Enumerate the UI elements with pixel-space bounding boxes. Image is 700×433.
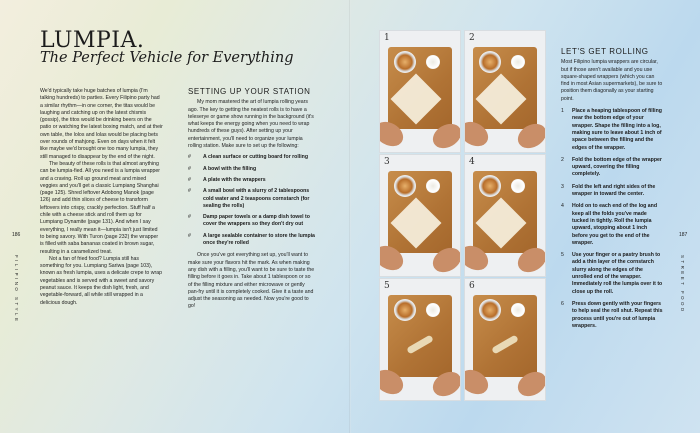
left-page-number: 186 [12,232,21,238]
rolling-column [561,48,664,335]
station-item-4: # A small bowl with a slurry of 2 tablespoons cold water and 2 teaspoons cornstarch (for sealing the rolls) [188,188,310,209]
rolling-step-3: 3 Fold the left and right sides of the wrapper in toward the center. [561,183,656,198]
step-photo-1 [379,30,461,153]
step-photo-5 [379,278,461,401]
filling-bowl-image [479,51,501,73]
station-item-6: # A large sealable container to store the lumpia once they're rolled [188,232,315,247]
photo-number: 6 [469,281,475,291]
photo-number: 3 [384,157,390,167]
slurry-cup-image [426,303,440,317]
station-item-3: # A plate with the wrappers [188,176,266,183]
left-running-head: FILIPINO STYLE [14,255,19,324]
photo-number: 4 [469,157,475,167]
right-page-number: 187 [679,232,688,238]
rolling-step-2: 2 Fold the bottom edge of the wrapper upward, covering the filling completely. [561,156,662,178]
slurry-cup-image [511,55,525,69]
slurry-cup-image [426,55,440,69]
station-item-2: # A bowl with the filling [188,165,257,172]
rolling-step-1: 1 Place a heaping tablespoon of filling near the bottom edge of your wrapper. Shape the filling into a log, making sure to leave about 1 inch of space between the filling and the edges of the wrapper. [561,108,662,151]
intro-paragraph-1: We'd typically take huge batches of lumpia (I'm talking hundreds) to parties. Every Filipino party had a similar rhythm—in one corner, the titas would be laughing and catching up on the latest chismis (gossip), the titos would be drinking beers on the patio or watching the latest boxing match, and at their own table, the lolos and lolas would be placing bets over rounds of mahjong. Even on days when it felt like maybe we'd brought one too many lumpia, they still managed to disappear by the end of the night. [40,88,163,160]
filling-bowl-image [479,175,501,197]
photo-number: 1 [384,33,390,43]
station-outro: Once you've got everything set up, you'll want to make sure your flavors hit the mark. As when making any dish with a filling, you'll want to be sure to taste the filling before it goes in. Take about 1 tablespoon or so of the filling mixture and either microwave or gently pan-fry until it is completely cooked. Give it a taste and adjust the seasoning as needed. Now you're good to go! [188,252,315,310]
filling-bowl-image [394,51,416,73]
right-running-head: STREET FOOD [680,255,685,314]
step-photo-3 [379,154,461,277]
rolling-intro: Most Filipino lumpia wrappers are circular, but if those aren't available and you use square-shaped wrappers (which you can find in most Asian supermarkets), be sure to position them diagonally as your starting point. [561,59,663,102]
rolling-steps [561,108,664,330]
station-intro: My mom mastered the art of lumpia rolling years ago. The key to getting the neatest rolls is to have a teleserye or game show running in the background (it's what keeps the energy going when you need to wrap hundreds of these guys). After setting up your entertainment, you'll need to organize your lumpia rolling station. Make sure to set up the following: [188,99,314,150]
page-subtitle: The Perfect Vehicle for Everything [40,50,294,66]
photo-number: 2 [469,33,475,43]
station-heading: SETTING UP YOUR STATION [188,87,311,96]
slurry-cup-image [511,179,525,193]
step-photo-4 [464,154,546,277]
filling-bowl-image [479,299,501,321]
page-title: LUMPIA. [40,28,145,53]
slurry-cup-image [426,179,440,193]
page-spine [349,0,351,433]
intro-paragraph-2: The beauty of these rolls is that almost anything can be lumpia-fied. All you need is a lumpia wrapper and a craving. Roll up ground meat and mixed veggies and you'll get a classic Lumpiang Shanghai (page 125). Shred leftover Adobong Manok (page 126) and add thin slices of cheese to transform leftovers into crispy, crackly perfection. Stuff half a chile with a cheese stick and roll them up for Lumpiang Dynamite (page 131). And when I say everything, I really mean it—lumpia isn't just limited to being savory. With Turon (page 232) the wrapper is filled with saba bananas coated in brown sugar, resulting in a caramelized treat. [40,160,160,255]
station-item-1: # A clean surface or cutting board for rolling [188,154,309,161]
step-photo-2 [464,30,546,153]
filling-bowl-image [394,175,416,197]
step-photo-6 [464,278,546,401]
rolling-step-4: 4 Hold on to each end of the log and keep all the folds you've made tucked in tightly. Roll the lumpia upward, stopping about 1 inch before you get to the end of the wrapper. [561,203,658,246]
slurry-cup-image [511,303,525,317]
intro-paragraph-3: Not a fan of fried food? Lumpia still has something for you. Lumpiang Sariwa (page 103), known as fresh lumpia, uses a delicate crepe to wrap vegetables and is served with a sweet and savory peanut sauce. It keeps the dish light, fresh, and vegetable-forward, all while still wrapped in a delicious dough. [40,255,162,306]
rolling-step-5: 5 Use your finger or a pastry brush to add a thin layer of the cornstarch slurry along the edges of the unrolled end of the wrapper. Immediately roll the lumpia over it to close up the roll. [561,252,663,295]
intro-column [40,88,163,307]
step-photo-grid [379,30,546,402]
station-list [188,154,316,247]
station-column [188,88,316,311]
rolling-heading: LET'S GET ROLLING [561,47,649,56]
station-item-5: # Damp paper towels or a damp dish towel to cover the wrappers so they don't dry out [188,214,310,228]
rolling-step-6: 6 Press down gently with your fingers to help seal the roll shut. Repeat this process until you're out of lumpia wrappers. [561,300,663,329]
filling-bowl-image [394,299,416,321]
photo-number: 5 [384,281,390,291]
